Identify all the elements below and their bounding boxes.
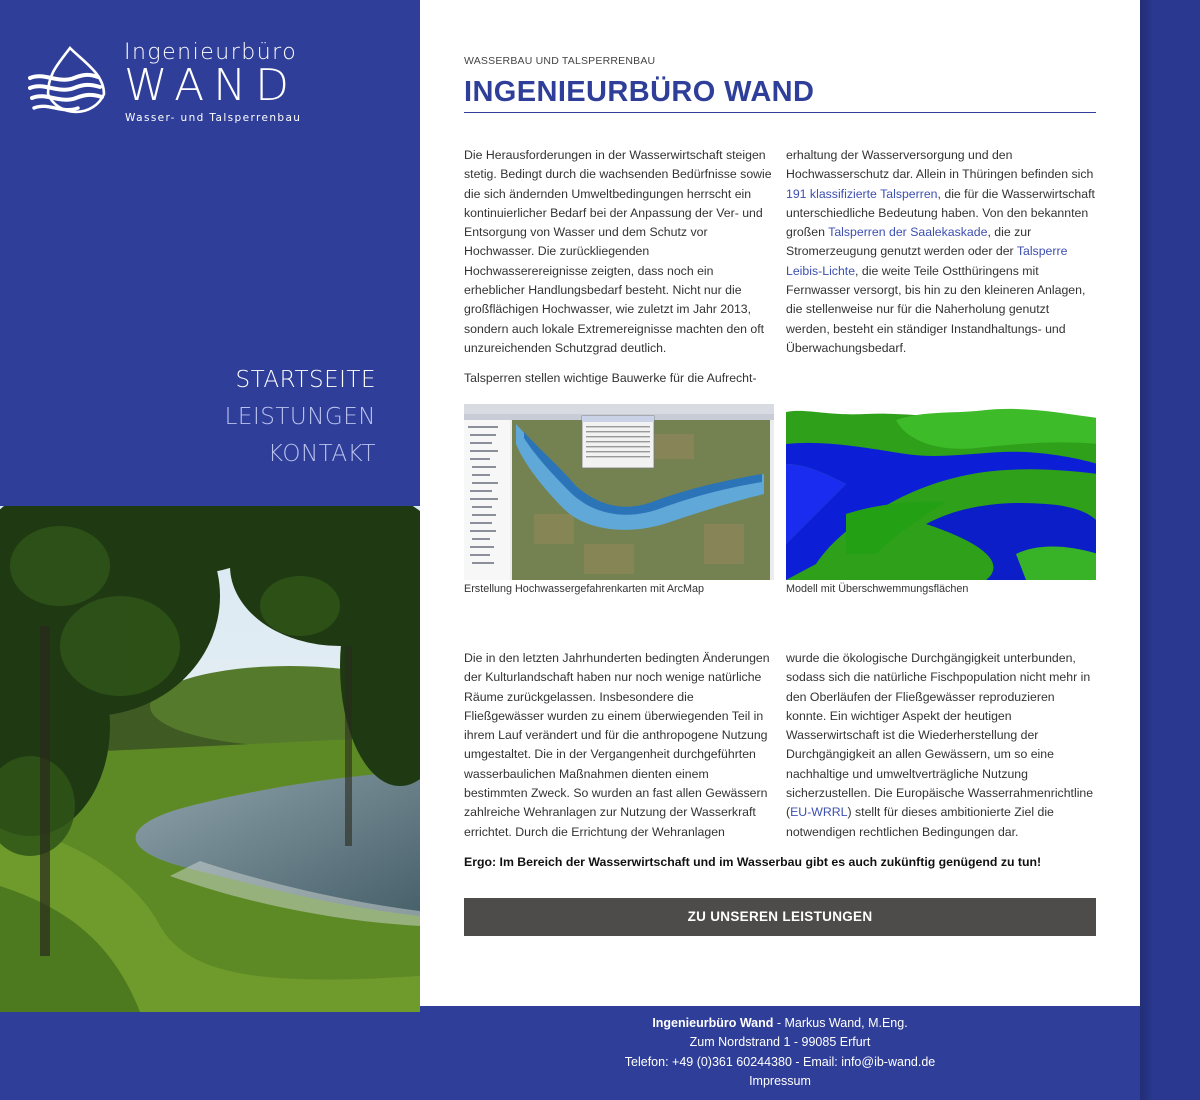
right-edge-strip (1140, 0, 1200, 1100)
flood-model-render-icon[interactable] (786, 404, 1096, 580)
page-kicker: WASSERBAU UND TALSPERRENBAU (464, 55, 656, 67)
link-191-talsperren[interactable]: 191 klassifizierte Talsperren (786, 186, 938, 201)
figure-caption-model: Modell mit Überschwemmungsflächen (786, 583, 969, 595)
ecology-section (464, 649, 1096, 842)
ergo-statement: Ergo: Im Bereich der Wasserwirtschaft und im Wasserbau gibt es auch zukünftig genügend zu tun! (464, 855, 1042, 869)
nav-item-leistungen[interactable]: LEISTUNGEN (224, 404, 376, 430)
link-eu-wrrl[interactable]: EU-WRRL (790, 805, 848, 820)
intro-paragraph-1: Die Herausforderungen in der Wasserwirtschaft steigen stetig. Bedingt durch die wachsenden Bedürfnisse sowie die sich ändernden Umweltbedingungen herrscht ein kontinuierlicher Bedarf bei der Anpassung der Ver- und Entsorgung von Wasser und dem Schutz vor Hochwasser. Die zurückliegenden Hochwasserereignisse zeigten, dass noch ein erheblicher Handlungsbedarf besteht. Nicht nur die großflächigen Hochwasser, wie zuletzt im Jahr 2013, sondern auch lokale Extremereignisse machten den oft unzureichenden Schutzgrad deutlich. (464, 148, 772, 355)
page-title: INGENIEURBÜRO WAND (464, 76, 815, 108)
logo-line-3: Wasser- und Talsperrenbau (125, 112, 302, 124)
figures-row (464, 404, 1096, 595)
figure-caption-arcmap: Erstellung Hochwassergefahrenkarten mit ArcMap (464, 583, 705, 595)
logo[interactable] (28, 40, 318, 130)
footer-address: Zum Nordstrand 1 - 99085 Erfurt (689, 1035, 871, 1050)
intro-col-left (464, 146, 774, 389)
figure-flood-model (786, 404, 1096, 595)
intro-col-right (786, 146, 1096, 389)
footer-impressum-link[interactable]: Impressum (749, 1073, 811, 1088)
main-nav (225, 362, 376, 473)
title-divider (464, 112, 1096, 113)
footer-contact[interactable]: Telefon: +49 (0)361 60244380 - Email: info@ib-wand.de (624, 1054, 936, 1069)
figure-arcmap (464, 404, 774, 595)
footer (420, 1006, 1140, 1100)
intro-paragraph-2: Talsperren stellen wichtige Bauwerke für die Aufrecht- (464, 371, 757, 386)
main-content (420, 0, 1140, 1006)
footer-owner: - Markus Wand, M.Eng. (773, 1016, 908, 1030)
services-cta-button[interactable]: ZU UNSEREN LEISTUNGEN (464, 898, 1096, 936)
intro-section (464, 146, 1096, 389)
logo-line-2: WAND (124, 60, 298, 111)
ecology-col-right (786, 649, 1096, 842)
nav-item-kontakt[interactable]: KONTAKT (268, 441, 376, 467)
water-drop-logo-icon (28, 44, 112, 124)
river-landscape-icon (0, 506, 420, 1012)
ecology-paragraph-2: wurde die ökologische Durchgängigkeit unterbunden, sodass sich die natürliche Fischpopulation nicht mehr in den Oberläufen der Fließgewässer reproduzieren konnte. Ein wichtiger Aspekt der heutigen Wasserwirtschaft ist die Wiederherstellung der Durchgängigkeit an allen Gewässern, um so eine nachhaltige und umweltverträgliche Nutzung sicherzustellen. Die Europäische Wasserrahmenrichtline (EU-WRRL) stellt für dieses ambitionierte Ziel die notwendigen rechtlichen Bedingungen dar. (786, 651, 1094, 839)
footer-company: Ingenieurbüro Wand (652, 1016, 774, 1030)
sidebar (0, 0, 420, 1100)
river-photo (0, 506, 420, 1012)
ecology-paragraph-1: Die in den letzten Jahrhunderten bedingten Änderungen der Kulturlandschaft haben nur noch wenige natürliche Räume zurückgelassen. Insbesondere die Fließgewässer wurden zu einem überwiegenden Teil in ihrem Lauf verändert und für die anthropogene Nutzung umgestaltet. Die in der Vergangenheit durchgeführten wasserbaulichen Maßnahmen dienten einem bestimmten Zweck. So wurden an fast allen Gewässern zahlreiche Wehranlagen zur Nutzung der Wasserkraft errichtet. Durch die Errichtung der Wehranlagen (464, 651, 770, 839)
ecology-col-left (464, 649, 774, 842)
nav-item-startseite[interactable]: STARTSEITE (235, 367, 376, 393)
footer-company-line (420, 1014, 1140, 1033)
link-saalekaskade[interactable]: Talsperren der Saalekaskade (828, 225, 988, 240)
link-leibis-lichte[interactable]: Talsperre Leibis-Lichte (786, 244, 1068, 278)
arcmap-screenshot-icon[interactable] (464, 404, 774, 580)
intro-paragraph-3: erhaltung der Wasserversorgung und den Hochwasserschutz dar. Allein in Thüringen befinden sich 191 klassifizierte Talsperren, die für die Wasserwirtschaft unterschiedliche Bedeutung haben. Von den bekannten großen Talsperren der Saalekaskade, die zur Stromerzeugung genutzt werden oder der Talsperre Leibis-Lichte, die weite Teile Ostthüringens mit Fernwasser versorgt, bis hin zu den kleineren Anlagen, die stellenweise nur für die Naherholung genutzt werden, besteht ein ständiger Instandhaltungs- und Überwachungsbedarf. (786, 148, 1095, 355)
logo-line-1: Ingenieurbüro (124, 40, 298, 65)
